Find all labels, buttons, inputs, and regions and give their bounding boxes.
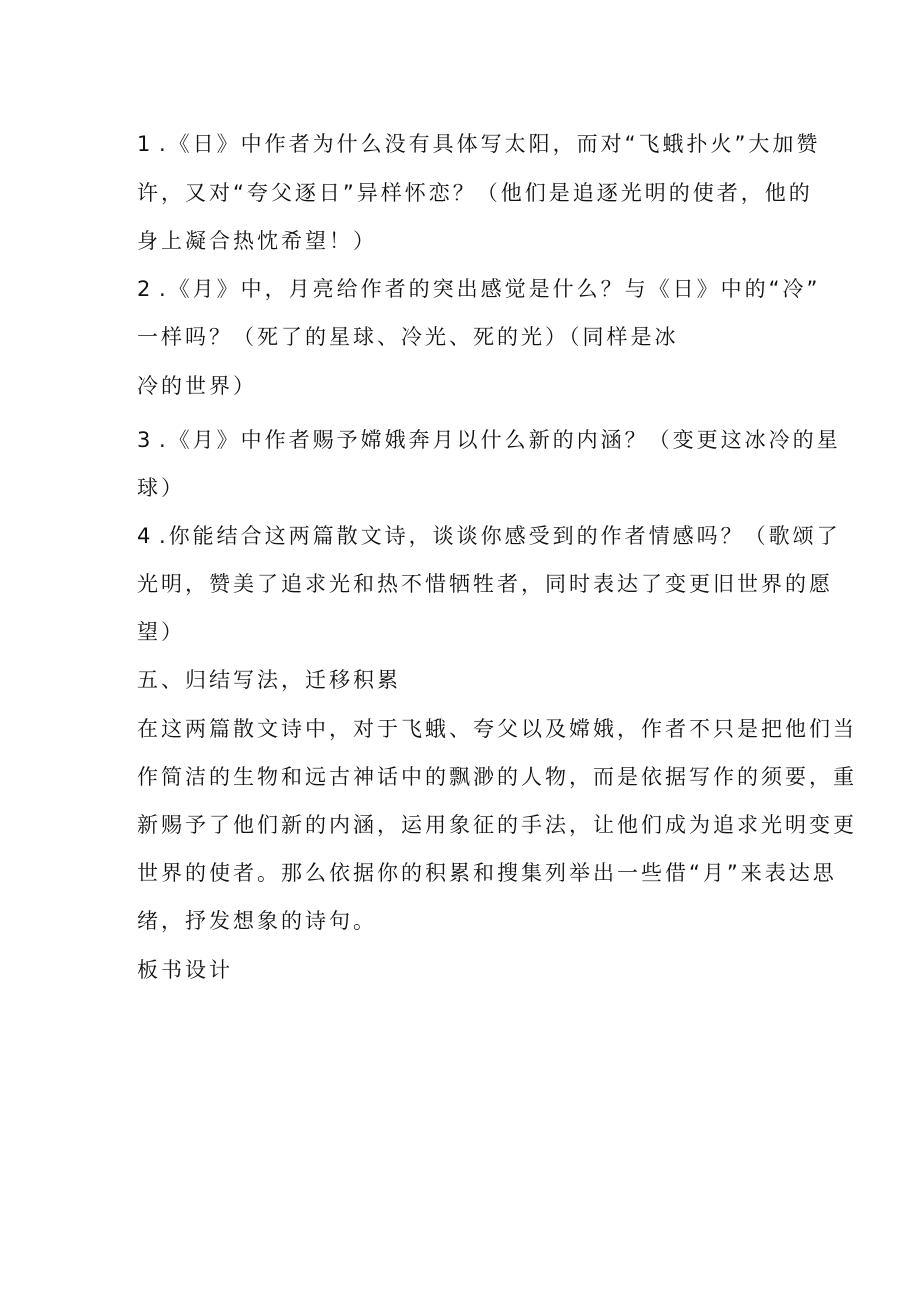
question-4-line-2: 光明，赞美了追求光和热不惜牺牲者，同时表达了变更旧世界的愿 [137,572,833,596]
board-design-heading: 板书设计 [137,958,233,982]
question-4-line-3: 望） [137,620,185,644]
section-five-paragraph-line-3: 新赐予了他们新的内涵，运用象征的手法，让他们成为追求光明变更 [137,813,857,837]
question-3-number: 3 [137,428,154,452]
question-2-text-1: .《月》中，月亮给作者的突出感觉是什么？与《日》中的“冷” [159,277,821,301]
question-2-line-2: 一样吗？（死了的星球、冷光、死的光）（同样是冰 [137,325,679,349]
section-five-paragraph-line-1: 在这两篇散文诗中，对于飞蛾、夸父以及嫦娥，作者不只是把他们当 [137,717,857,741]
question-3-text-1: .《月》中作者赐予嫦娥奔月以什么新的内涵？（变更这冰冷的星 [159,428,841,452]
question-4-line-1 [137,523,841,549]
section-five-paragraph-line-4: 世界的使者。那么依据你的积累和搜集列举出一些借“月”来表达思 [137,861,837,885]
question-4-number: 4 [137,524,154,548]
section-five-paragraph-line-5: 绪，抒发想象的诗句。 [137,909,377,933]
question-2-line-3: 冷的世界） [137,374,257,398]
question-1-line-2: 许，又对“夸父逐日”异样怀恋？（他们是追逐光明的使者，他的 [137,181,813,205]
question-1-text-1: .《日》中作者为什么没有具体写太阳，而对“飞蛾扑火”大加赞 [159,132,821,156]
question-3-line-2: 球） [137,476,185,500]
question-3-line-1 [137,427,841,453]
section-five-heading: 五、归结写法，迁移积累 [137,668,401,692]
question-4-text-1: .你能结合这两篇散文诗，谈谈你感受到的作者情感吗？（歌颂了 [159,524,841,548]
question-2-number: 2 [137,277,154,301]
question-2-line-1 [137,276,820,302]
question-1-number: 1 [137,132,154,156]
section-five-paragraph-line-2: 作简洁的生物和远古神话中的飘渺的人物，而是依据写作的须要，重 [137,765,857,789]
question-1-line-3: 身上凝合热忱希望！） [137,229,377,253]
question-1-line-1 [137,131,820,157]
